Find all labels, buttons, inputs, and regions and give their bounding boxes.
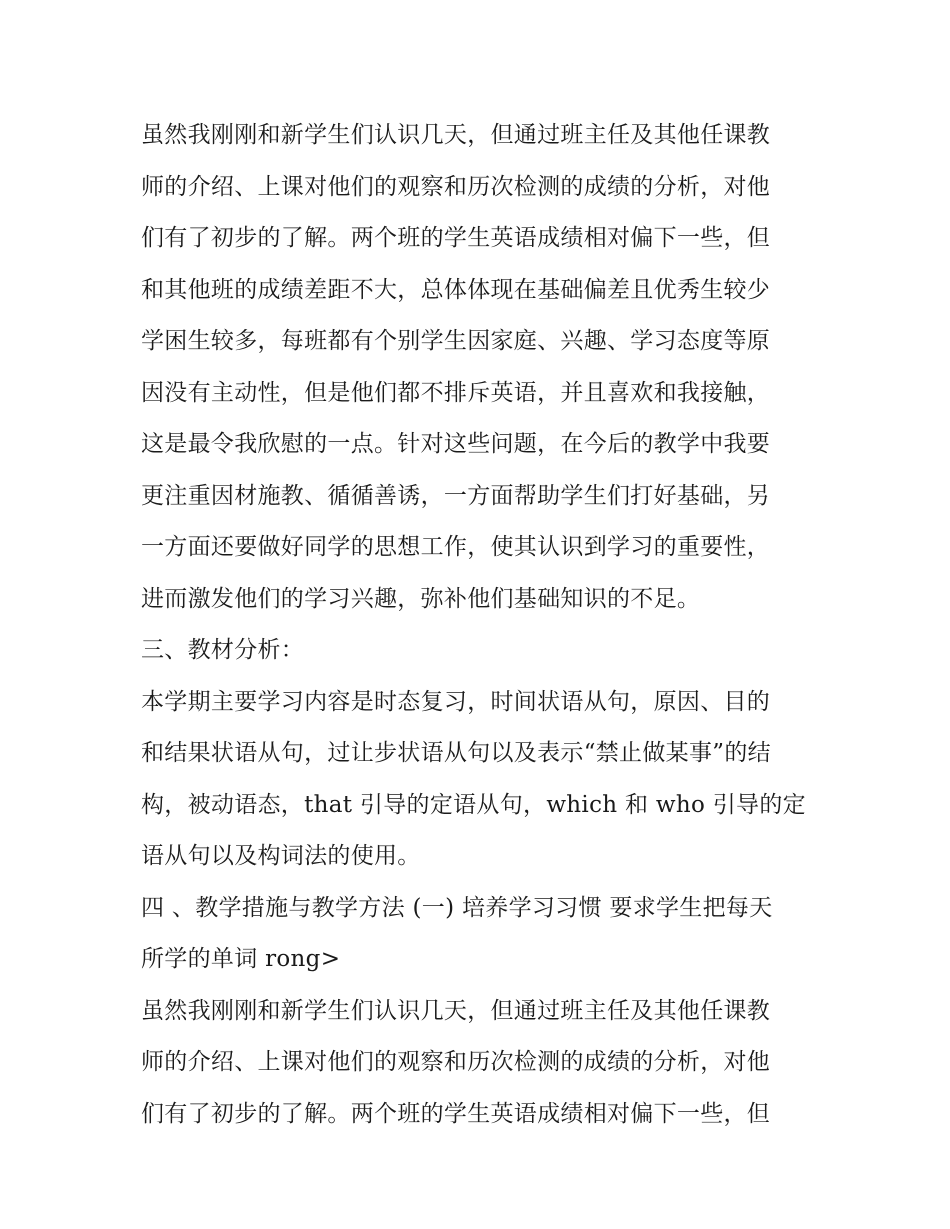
text-line: 进而激发他们的学习兴趣，弥补他们基础知识的不足。 <box>141 585 701 612</box>
text-line: 们有了初步的了解。两个班的学生英语成绩相对偏下一些，但 <box>141 225 771 251</box>
text-line: 虽然我刚刚和新学生们认识几天，但通过班主任及其他任课教 <box>141 997 771 1024</box>
text-line: 虽然我刚刚和新学生们认识几天，但通过班主任及其他任课教 <box>141 122 771 148</box>
text-line: 学困生较多，每班都有个别学生因家庭、兴趣、学习态度等原 <box>141 328 771 354</box>
section-heading: 三、教材分析： <box>141 637 305 663</box>
text-line: 一方面还要做好同学的思想工作，使其认识到学习的重要性， <box>141 534 771 560</box>
text-line: 语从句以及构词法的使用。 <box>141 843 421 869</box>
text-line: 这是最令我欣慰的一点。针对这些问题，在今后的教学中我要 <box>141 431 771 457</box>
text-line: 们有了初步的了解。两个班的学生英语成绩相对偏下一些，但 <box>141 1100 771 1127</box>
text-line: 构，被动语态，that 引导的定语从句，which 和 who 引导的定 <box>141 791 806 818</box>
section-heading: 四 、教学措施与教学方法 (一) 培养学习习惯 要求学生把每天 <box>141 894 773 921</box>
text-line: 因没有主动性，但是他们都不排斥英语，并且喜欢和我接触， <box>141 379 771 406</box>
text-line: 所学的单词 rong> <box>141 946 341 972</box>
text-line: 师的介绍、上课对他们的观察和历次检测的成绩的分析，对他 <box>141 173 771 200</box>
text-line: 师的介绍、上课对他们的观察和历次检测的成绩的分析，对他 <box>141 1049 771 1075</box>
text-line: 本学期主要学习内容是时态复习，时间状语从句，原因、目的 <box>141 688 771 715</box>
text-line: 和其他班的成绩差距不大，总体体现在基础偏差且优秀生较少 <box>141 276 771 303</box>
document-body <box>141 110 821 1140</box>
text-line: 和结果状语从句，过让步状语从句以及表示“禁止做某事”的结 <box>141 740 771 766</box>
text-line: 更注重因材施教、循循善诱，一方面帮助学生们打好基础，另 <box>141 482 771 509</box>
